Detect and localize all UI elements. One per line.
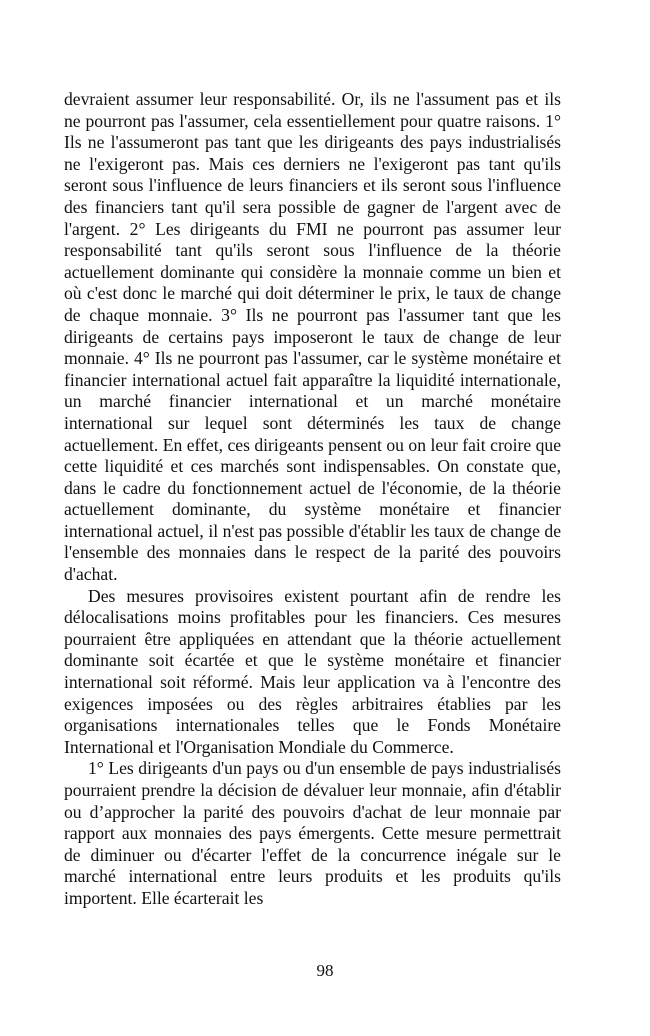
- page-body: [64, 89, 561, 910]
- page-number: 98: [316, 961, 334, 980]
- paragraph-1: devraient assumer leur responsabilité. Or, ils ne l'assument pas et ils ne pourront pas l'assumer, cela essentiellement pour quatre raisons. 1° Ils ne l'assumeront pas tant que les dirigeants des pays industrialisés ne l'exigeront pas. Mais ces derniers ne l'exigeront pas tant qu'ils seront sous l'influence de leurs financiers et ils seront sous l'influence des financiers tant qu'il sera possible de gagner de l'argent avec de l'argent. 2° Les dirigeants du FMI ne pourront pas assumer leur responsabilité tant qu'ils seront sous l'influence de la théorie actuellement dominante qui considère la monnaie comme un bien et où c'est donc le marché qui doit déterminer le prix, le taux de change de chaque monnaie. 3° Ils ne pourront pas l'assumer tant que les dirigeants de certains pays imposeront le taux de change de leur monnaie. 4° Ils ne pourront pas l'assumer, car le système monétaire et financier international actuel fait apparaître la liquidité internationale, un marché financier international et un marché monétaire international sur lequel sont déterminés les taux de change actuellement. En effet, ces dirigeants pensent ou on leur fait croire que cette liquidité et ces marchés sont indispensables. On constate que, dans le cadre du fonctionnement actuel de l'économie, de la théorie actuellement dominante, du système monétaire et financier international actuel, il n'est pas possible d'établir les taux de change de l'ensemble des monnaies dans le respect de la parité des pouvoirs d'achat.: [64, 89, 561, 585]
- paragraph-2: Des mesures provisoires existent pourtant afin de rendre les délocalisations moins profitables pour les financiers. Ces mesures pourraient être appliquées en attendant que la théorie actuellement dominante soit écartée et que le système monétaire et financier international soit réformé. Mais leur application va à l'encontre des exigences imposées ou des règles arbitraires établies par les organisations internationales telles que le Fonds Monétaire International et l'Organisation Mondiale du Commerce.: [64, 585, 561, 757]
- paragraph-3: 1° Les dirigeants d'un pays ou d'un ensemble de pays industrialisés pourraient prendre la décision de dévaluer leur monnaie, afin d'établir ou d’approcher la parité des pouvoirs d'achat de leur monnaie par rapport aux monnaies des pays émergents. Cette mesure permettrait de diminuer ou d'écarter l'effet de la concurrence inégale sur le marché international entre leurs produits et les produits qu'ils importent. Elle écarterait les: [64, 758, 561, 908]
